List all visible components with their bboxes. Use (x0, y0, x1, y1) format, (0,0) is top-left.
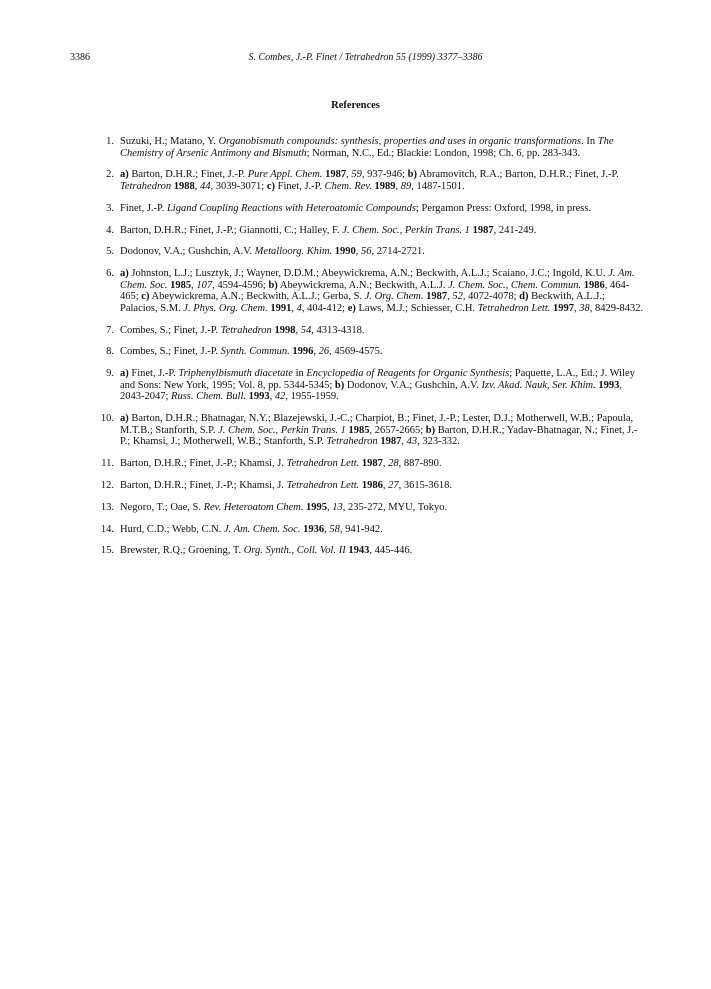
reference-segment: , (194, 180, 201, 192)
reference-italic-segment: Rev. Heteroatom Chem. (203, 501, 304, 513)
reference-italic-segment: Tetrahedron (120, 180, 172, 192)
reference-bold-segment: 1990 (334, 246, 356, 258)
reference-text (120, 413, 637, 447)
reference-italic-segment: 28 (388, 458, 399, 470)
reference-segment: Barton, D.H.R.; Bhatnagar, N.Y.; Blazejewski, J.-C.; Charpiot, B.; Finet, J.-P.; Lester, D.J.; Motherwell, W.B.; Papoula, M.T.B.; Stanforth, S.P. (120, 413, 634, 436)
reference-italic-segment: 44 (200, 180, 211, 192)
reference-segment: Barton, D.H.R.; Yadav-Bhatnagar, N.; Finet, J.-P.; Khamsi, J.; Motherwell, W.B.; Stanforth, S.P. (120, 424, 638, 448)
reference-italic-segment: Tetrahedron (220, 324, 272, 336)
reference-segment: , (191, 279, 197, 291)
reference-segment: , 4594-4596; (212, 279, 269, 291)
reference-italic-segment: Triphenylbismuth diacetate (178, 368, 293, 380)
reference-segment: Finet, J.-P. (128, 368, 179, 380)
reference-italic-segment: Tetrahedron Lett. (286, 479, 360, 491)
reference-segment: ; Paquette, L.A., Ed.; J. Wiley and Sons: New York, 1995; Vol. 8, pp. 5344-5345; (120, 368, 635, 391)
reference-italic-segment: Tetrahedron Lett. (477, 302, 551, 314)
reference-bold-segment: c) (141, 291, 150, 303)
reference-bold-segment: 1988 (173, 180, 195, 192)
reference-bold-segment: c) (266, 180, 275, 192)
reference-item (96, 225, 644, 237)
reference-segment: , 4569-4575. (329, 346, 383, 358)
reference-bold-segment: 1996 (292, 346, 314, 358)
reference-segment: , 241-249. (493, 224, 537, 236)
reference-text (120, 268, 643, 314)
reference-italic-segment: Tetrahedron (326, 436, 378, 448)
reference-bold-segment: 1987 (361, 458, 383, 470)
reference-italic-segment: Synth. Commun. (220, 346, 290, 358)
reference-segment: , 3615-3618. (398, 479, 453, 491)
reference-italic-segment: 58 (329, 523, 340, 535)
reference-bold-segment: b) (425, 424, 436, 436)
reference-bold-segment: a) (120, 368, 129, 380)
reference-number: 8 . (96, 346, 114, 358)
reference-bold-segment: 1987 (472, 224, 494, 236)
reference-segment: , (355, 246, 362, 258)
reference-segment: , (401, 436, 407, 448)
reference-segment: Dodonov, V.A.; Gushchin, A.V. (344, 379, 482, 391)
reference-text (120, 545, 412, 556)
reference-bold-segment: 1998 (274, 324, 296, 336)
reference-italic-segment: 26 (318, 346, 330, 358)
reference-segment: , 445-446. (369, 545, 413, 557)
references-heading: References (331, 100, 380, 111)
reference-item (96, 268, 644, 314)
reference-item (96, 203, 644, 215)
reference-segment: Abeywickrema, A.N.; Beckwith, A.L.J. (277, 279, 449, 291)
reference-segment: ; Pergamon Press: Oxford, 1998, in press. (415, 202, 592, 214)
reference-segment: Johnston, L.J.; Lusztyk, J.; Wayner, D.D.M.; Abeywickrema, A.N.; Beckwith, A.L.J.; Scaiano, J.C.; Ingold, K.U. (128, 268, 609, 280)
reference-segment: , 941-942. (339, 523, 383, 535)
reference-italic-segment: J. Org. Chem. (364, 291, 424, 303)
reference-italic-segment: 107 (196, 279, 213, 291)
reference-segment: Hurd, C.D.; Webb, C.N. (120, 523, 224, 535)
reference-italic-segment: Org. Synth., Coll. Vol. II (243, 545, 346, 557)
reference-segment: , 404-412; (301, 302, 348, 314)
reference-text (120, 346, 383, 357)
reference-italic-segment: J. Am. Chem. Soc. (223, 523, 301, 535)
reference-bold-segment: 1985 (348, 424, 370, 436)
reference-italic-segment: J. Chem. Soc., Chem. Commun. (448, 279, 582, 291)
reference-number: 10 . (96, 413, 114, 425)
reference-number: 5 . (96, 246, 114, 258)
reference-segment: Suzuki, H.; Matano, Y. (120, 136, 219, 147)
reference-item (96, 545, 644, 557)
reference-item (96, 524, 644, 536)
reference-bold-segment: 1991 (270, 302, 292, 314)
reference-segment: , (326, 501, 333, 513)
reference-bold-segment: 1989 (374, 180, 396, 192)
reference-item (96, 136, 644, 159)
reference-segment: , (447, 291, 453, 303)
reference-segment: Dodonov, V.A.; Gushchin, A.V. (120, 246, 255, 258)
reference-segment: , (382, 458, 389, 470)
reference-segment: Barton, D.H.R.; Finet, J.-P.; Khamsi, J. (120, 479, 287, 491)
reference-bold-segment: d) (519, 291, 529, 303)
reference-segment: , 323-332. (417, 436, 460, 448)
reference-segment: , 235-272, MYU, Tokyo. (342, 501, 448, 513)
reference-bold-segment: 1943 (348, 545, 370, 557)
reference-italic-segment: 56 (361, 246, 372, 258)
reference-text (120, 246, 425, 257)
reference-number: 13 . (96, 502, 114, 514)
reference-number: 14 . (96, 524, 114, 536)
reference-text (120, 458, 442, 469)
reference-italic-segment: Pure Appl. Chem. (247, 169, 323, 181)
reference-segment: Barton, D.H.R.; Finet, J.-P.; Giannotti, C.; Halley, F. (120, 224, 343, 236)
reference-bold-segment: a) (120, 413, 129, 425)
reference-italic-segment: Russ. Chem. Bull. (171, 391, 247, 403)
reference-italic-segment: Chem. Rev. (324, 180, 372, 192)
reference-segment: Laws, M.J.; Schiesser, C.H. (355, 302, 478, 314)
reference-bold-segment: 1993 (598, 379, 620, 391)
reference-segment: Combes, S.; Finet, J.-P. (120, 324, 221, 336)
reference-number: 7 . (96, 325, 114, 337)
running-head: S. Combes, J.-P. Finet / Tetrahedron 55 (1999) 3377–3386 (248, 52, 483, 63)
reference-italic-segment: Ligand Coupling Reactions with Heteroatomic Compounds (166, 202, 416, 214)
reference-italic-segment: Encyclopedia of Reagents for Organic Synthesis (306, 368, 510, 380)
reference-text (120, 368, 635, 402)
reference-italic-segment: The Chemistry of Arsenic Antimony and Bismuth (120, 136, 614, 159)
reference-bold-segment: b) (407, 169, 417, 181)
reference-bold-segment: 1985 (170, 279, 192, 291)
reference-bold-segment: 1986 (361, 479, 383, 491)
reference-segment: , 1487-1501. (411, 180, 465, 192)
reference-bold-segment: 1987 (380, 436, 402, 448)
page-number: 3386 (70, 52, 90, 63)
reference-italic-segment: Izv. Akad. Nauk, Ser. Khim. (481, 379, 596, 391)
reference-segment: , 937-946; (361, 169, 408, 181)
reference-segment: ; Norman, N.C., Ed.; Blackie: London, 1998; Ch. 6, pp. 283-343. (306, 147, 581, 159)
reference-bold-segment: b) (268, 279, 278, 291)
reference-list (96, 136, 644, 567)
reference-segment: , 887-890. (398, 458, 442, 470)
reference-segment: Combes, S.; Finet, J.-P. (120, 346, 221, 358)
reference-segment: , (324, 523, 330, 535)
reference-number: 12 . (96, 480, 114, 492)
reference-segment: Barton, D.H.R.; Finet, J.-P. (128, 169, 248, 181)
reference-segment: Abeywickrema, A.N.; Beckwith, A.L.J.; Gerba, S. (149, 291, 365, 303)
reference-text (120, 480, 452, 491)
reference-text (120, 225, 536, 236)
reference-italic-segment: 38 (579, 302, 590, 314)
reference-segment: Beckwith, A.L.J.; Palacios, S.M. (120, 291, 605, 314)
reference-item (96, 502, 644, 514)
reference-segment: in (292, 368, 307, 380)
reference-segment: , (382, 479, 389, 491)
reference-bold-segment: 1987 (426, 291, 448, 303)
reference-italic-segment: 59 (351, 169, 362, 181)
reference-segment: Negoro, T.; Oae, S. (120, 501, 204, 513)
reference-italic-segment: 42 (274, 391, 286, 403)
reference-number: 2 . (96, 169, 114, 181)
reference-bold-segment: 1987 (325, 169, 347, 181)
reference-text (120, 502, 447, 513)
reference-italic-segment: 52 (452, 291, 463, 303)
reference-segment: , (291, 302, 297, 314)
reference-italic-segment: Tetrahedron Lett. (286, 458, 360, 470)
reference-text (120, 524, 383, 535)
reference-segment: Brewster, R.Q.; Groening, T. (120, 545, 244, 557)
reference-italic-segment: Organobismuth compounds: synthesis, properties and uses in organic transformations (218, 136, 582, 147)
reference-item (96, 368, 644, 403)
reference-italic-segment: 27 (388, 479, 399, 491)
reference-italic-segment: J. Chem. Soc., Perkin Trans. 1 (342, 224, 470, 236)
reference-bold-segment: 1993 (248, 391, 270, 403)
reference-italic-segment: 89 (400, 180, 412, 192)
reference-italic-segment: Metalloorg. Khim. (254, 246, 333, 258)
reference-italic-segment: 54 (300, 324, 312, 336)
reference-bold-segment: a) (120, 268, 129, 280)
reference-bold-segment: 1997 (553, 302, 575, 314)
reference-number: 9 . (96, 368, 114, 380)
reference-segment: , (574, 302, 580, 314)
reference-italic-segment: 43 (406, 436, 418, 448)
reference-segment: , 1955-1959. (285, 391, 339, 403)
reference-segment: Finet, J.-P. (120, 202, 167, 214)
reference-segment: Abramovitch, R.A.; Barton, D.H.R.; Finet, J.-P. (416, 169, 619, 181)
reference-segment: . In (581, 136, 598, 147)
reference-bold-segment: b) (334, 379, 345, 391)
reference-number: 6 . (96, 268, 114, 280)
reference-italic-segment: J. Chem. Soc., Perkin Trans. 1 (218, 424, 346, 436)
reference-item (96, 413, 644, 448)
reference-text (120, 325, 365, 336)
reference-segment: , 3039-3071; (210, 180, 267, 192)
reference-italic-segment: J. Am. Chem. Soc. (120, 268, 635, 291)
reference-number: 4 . (96, 225, 114, 237)
reference-segment: , (346, 169, 352, 181)
reference-bold-segment: e) (347, 302, 356, 314)
reference-text (120, 169, 619, 192)
reference-bold-segment: a) (120, 169, 129, 181)
reference-segment: , 464-465; (120, 279, 630, 303)
reference-segment: , 2714-2721. (371, 246, 425, 258)
reference-number: 11 . (96, 458, 114, 470)
reference-segment: , 2657-2665; (369, 424, 426, 436)
reference-segment: , (395, 180, 401, 192)
reference-segment: , 4072-4078; (462, 291, 520, 303)
reference-item (96, 346, 644, 358)
reference-item (96, 458, 644, 470)
reference-segment: Finet, J.-P. (275, 180, 325, 192)
reference-number: 15 . (96, 545, 114, 557)
reference-segment: , (269, 391, 275, 403)
reference-italic-segment: J. Phys. Org. Chem. (183, 302, 268, 314)
reference-bold-segment: 1936 (303, 523, 325, 535)
reference-segment: , (313, 346, 319, 358)
reference-bold-segment: 1986 (583, 279, 605, 291)
reference-item (96, 246, 644, 258)
reference-item (96, 325, 644, 337)
reference-segment: , 2043-2047; (120, 379, 623, 403)
reference-italic-segment: 13 (332, 501, 343, 513)
reference-item (96, 169, 644, 192)
reference-text (120, 203, 591, 214)
reference-segment: Barton, D.H.R.; Finet, J.-P.; Khamsi, J. (120, 458, 287, 470)
reference-segment: , 8429-8432. (589, 302, 644, 314)
reference-number: 1 . (96, 136, 114, 148)
reference-item (96, 480, 644, 492)
reference-segment: , (295, 324, 301, 336)
reference-bold-segment: 1995 (305, 501, 327, 513)
reference-segment: , 4313-4318. (311, 324, 365, 336)
reference-italic-segment: 4 (296, 302, 302, 314)
reference-text (120, 136, 614, 159)
reference-number: 3 . (96, 203, 114, 215)
